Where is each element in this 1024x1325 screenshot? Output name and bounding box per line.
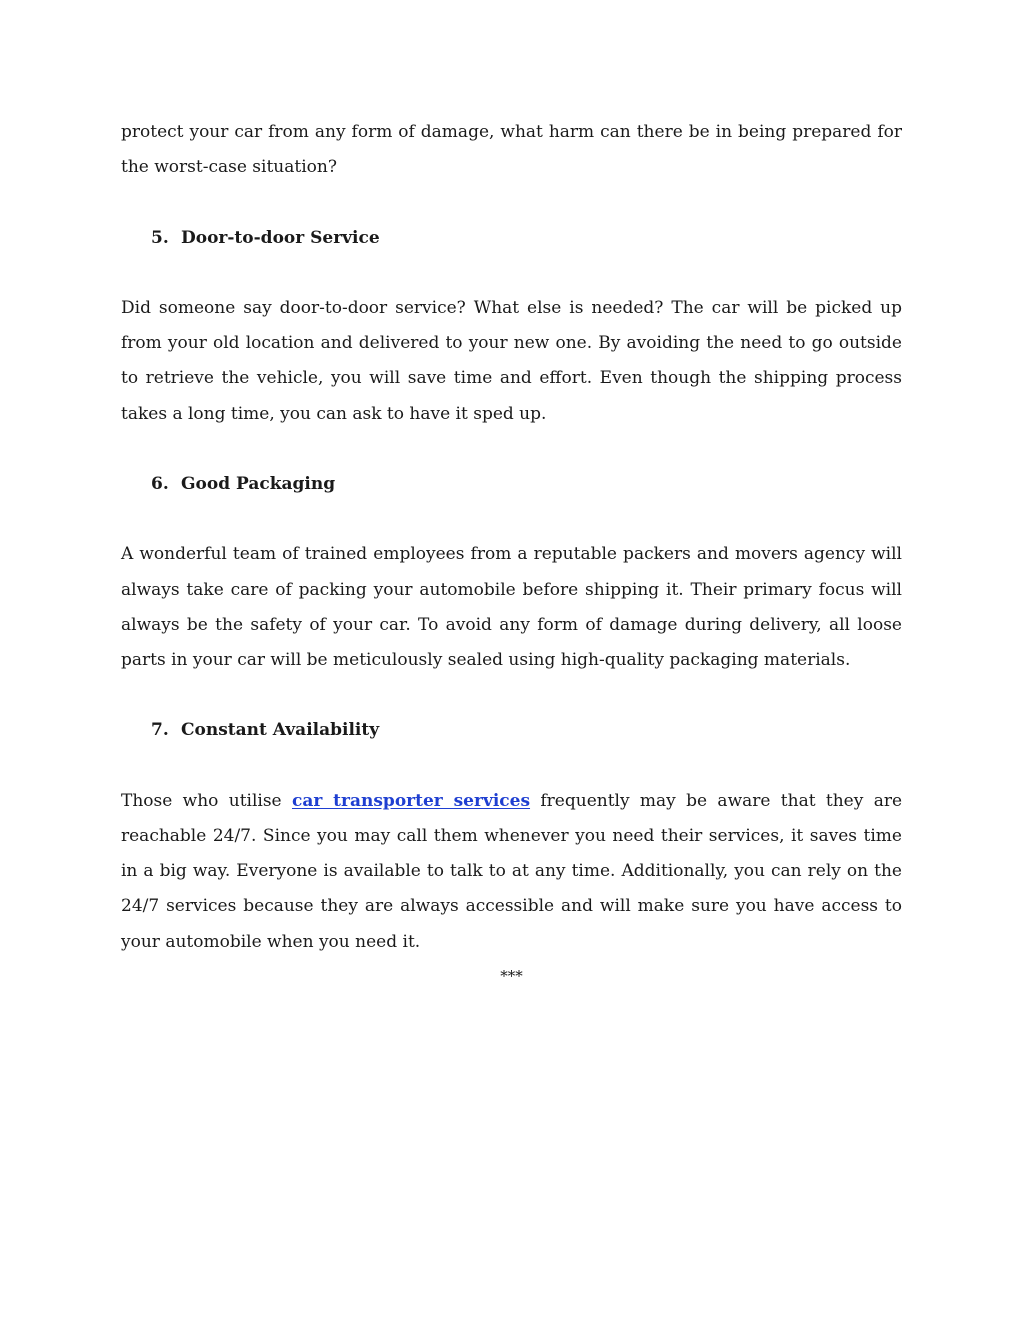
spacer [121,749,902,784]
section-heading-door-to-door [121,221,902,256]
section-number: 5. [151,227,169,248]
section-body-good-packaging: A wonderful team of trained employees from a reputable packers and movers agency will always take care of packing your automobile before shipping it. Their primary focus will always be the safety of your car. To avoid any form of damage during delivery, all loose parts in your car will be meticulously sealed using high-quality packaging materials. [121,544,902,670]
document-page [121,115,902,986]
car-transporter-services-link[interactable]: car transporter services [291,790,531,811]
spacer [121,502,902,537]
intro-paragraph: protect your car from any form of damage, what harm can there be in being prepared for the worst-case situation? [121,122,902,178]
section-title: Good Packaging [181,473,336,494]
section-title: Constant Availability [181,720,380,741]
spacer [121,678,902,713]
end-mark: *** [500,966,523,985]
section-title: Door-to-door Service [181,227,380,248]
spacer [121,185,902,220]
section-number: 6. [151,473,169,494]
section-heading-good-packaging [121,467,902,502]
section-body-constant-availability [121,784,902,960]
spacer [121,256,902,291]
section-heading-constant-availability [121,713,902,748]
body-text-before-link: Those who utilise [121,790,292,811]
section-body-door-to-door: Did someone say door-to-door service? What else is needed? The car will be picked up from your old location and delivered to your new one. By avoiding the need to go outside to retrieve the vehicle, you will save time and effort. Even though the shipping process takes a long time, you can ask to have it sped up. [121,297,902,424]
section-number: 7. [151,720,169,741]
spacer [121,432,902,467]
body-text-after-link: frequently may be aware that they are reachable 24/7. Since you may call them whenever you need their services, it saves time in a big way. Everyone is available to talk to at any time. Additionally, you can rely on the 24/7 services because they are always accessible and will make sure you have access to your automobile when you need it. [121,790,903,952]
